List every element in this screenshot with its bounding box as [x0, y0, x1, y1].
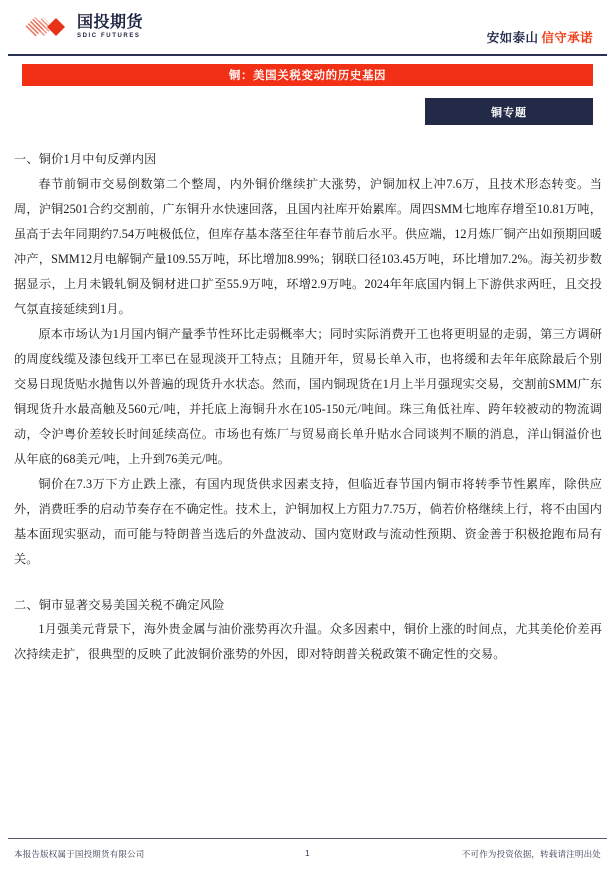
footer-copyright: 本报告版权属于国投期货有限公司: [14, 849, 145, 859]
company-name-cn: 国投期货: [77, 14, 144, 31]
section-1-paragraph-2: 原本市场认为1月国内铜产量季节性环比走弱概率大；同时实际消费开工也将更明显的走弱，第三方调研的周度线缆及漆包线开工率已在显现淡开工特点；且随开年，贸易长单入市，也将缓和去年年底除最后个别交易日现货贴水抛售以外普遍的现货升水状态。然而，国内铜现货在1月上半月强现实交易，交割前SMM广东铜现货升水最高触及560元/吨，并托底上海铜升水在105-150元/吨间。珠三角低社库、跨年较被动的物流调动，令沪粤价差较长时间延续高位。市场也有炼厂与贸易商长单升贴水合同谈判不顺的消息，洋山铜溢价也从年底的68美元/吨，上升到76美元/吨。: [14, 327, 602, 467]
company-name-block: [77, 15, 143, 39]
company-slogan: [487, 28, 593, 46]
page-header: [0, 0, 615, 56]
page-footer: [0, 845, 615, 865]
section-2-heading: 二、铜市显著交易美国关税不确定风险: [14, 598, 225, 613]
topic-badge-label: 铜专题: [491, 106, 527, 119]
soic-diamond-logo-icon: [24, 14, 72, 40]
document-body: [14, 150, 602, 667]
topic-badge: [425, 98, 593, 125]
company-logo: [24, 14, 143, 40]
footer-page-number: 1: [305, 848, 310, 858]
slogan-primary: 安如泰山: [486, 31, 539, 45]
footer-divider: [8, 838, 607, 839]
section-2-paragraph-1: 1月强美元背景下，海外贵金属与油价涨势再次升温。众多因素中，铜价上涨的时间点，尤其美伦价差再次持续走扩，很典型的反映了此波铜价涨势的外因，即对特朗普关税政策不确定性的交易。: [14, 622, 602, 662]
section-1-heading: 一、铜价1月中旬反弹内因: [14, 152, 157, 166]
header-divider: [8, 54, 607, 56]
page-title: 铜：美国关税变动的历史基因: [228, 70, 387, 82]
footer-disclaimer: 不可作为投资依据，转载请注明出处: [461, 849, 601, 859]
slogan-accent: 信守承诺: [541, 31, 593, 45]
section-spacer: [14, 572, 602, 594]
section-1-paragraph-1: 春节前铜市交易倒数第二个整周，内外铜价继续扩大涨势，沪铜加权上冲7.6万，且技术形态转变。当周，沪铜2501合约交割前，广东铜升水快速回落，且国内社库开始累库。周四SMM七地库存增至10.81万吨，虽高于去年同期约7.54万吨极低位，但库存基本落至往年春节前后水平。供应端，12月炼厂铜产出如预期回暖冲产，SMM12月电解铜产量109.55万吨，环比增加8.99%；钢联口径103.45万吨，环比增加7.2%。海关初步数据显示，上月未锻轧铜及铜材进口扩至55.9万吨，环增2.9万吨。2024年年底国内铜上下游供求两旺，且交投气氛直接延续到1月。: [14, 176, 602, 316]
company-name-en: SDIC FUTURES: [77, 33, 141, 39]
section-1-paragraph-3: 铜价在7.3万下方止跌上涨，有国内现货供求因素支持，但临近春节国内铜市将转季节性累库，除供应外，消费旺季的启动节奏存在不确定性。技术上，沪铜加权上方阻力7.75万，倘若价格继续上行，将不由国内基本面现实驱动，而可能与特朗普当选后的外盘波动、国内宽财政与流动性预期、资金善于积极抢跑布局有关。: [14, 477, 602, 567]
report-title-banner: [22, 64, 593, 86]
